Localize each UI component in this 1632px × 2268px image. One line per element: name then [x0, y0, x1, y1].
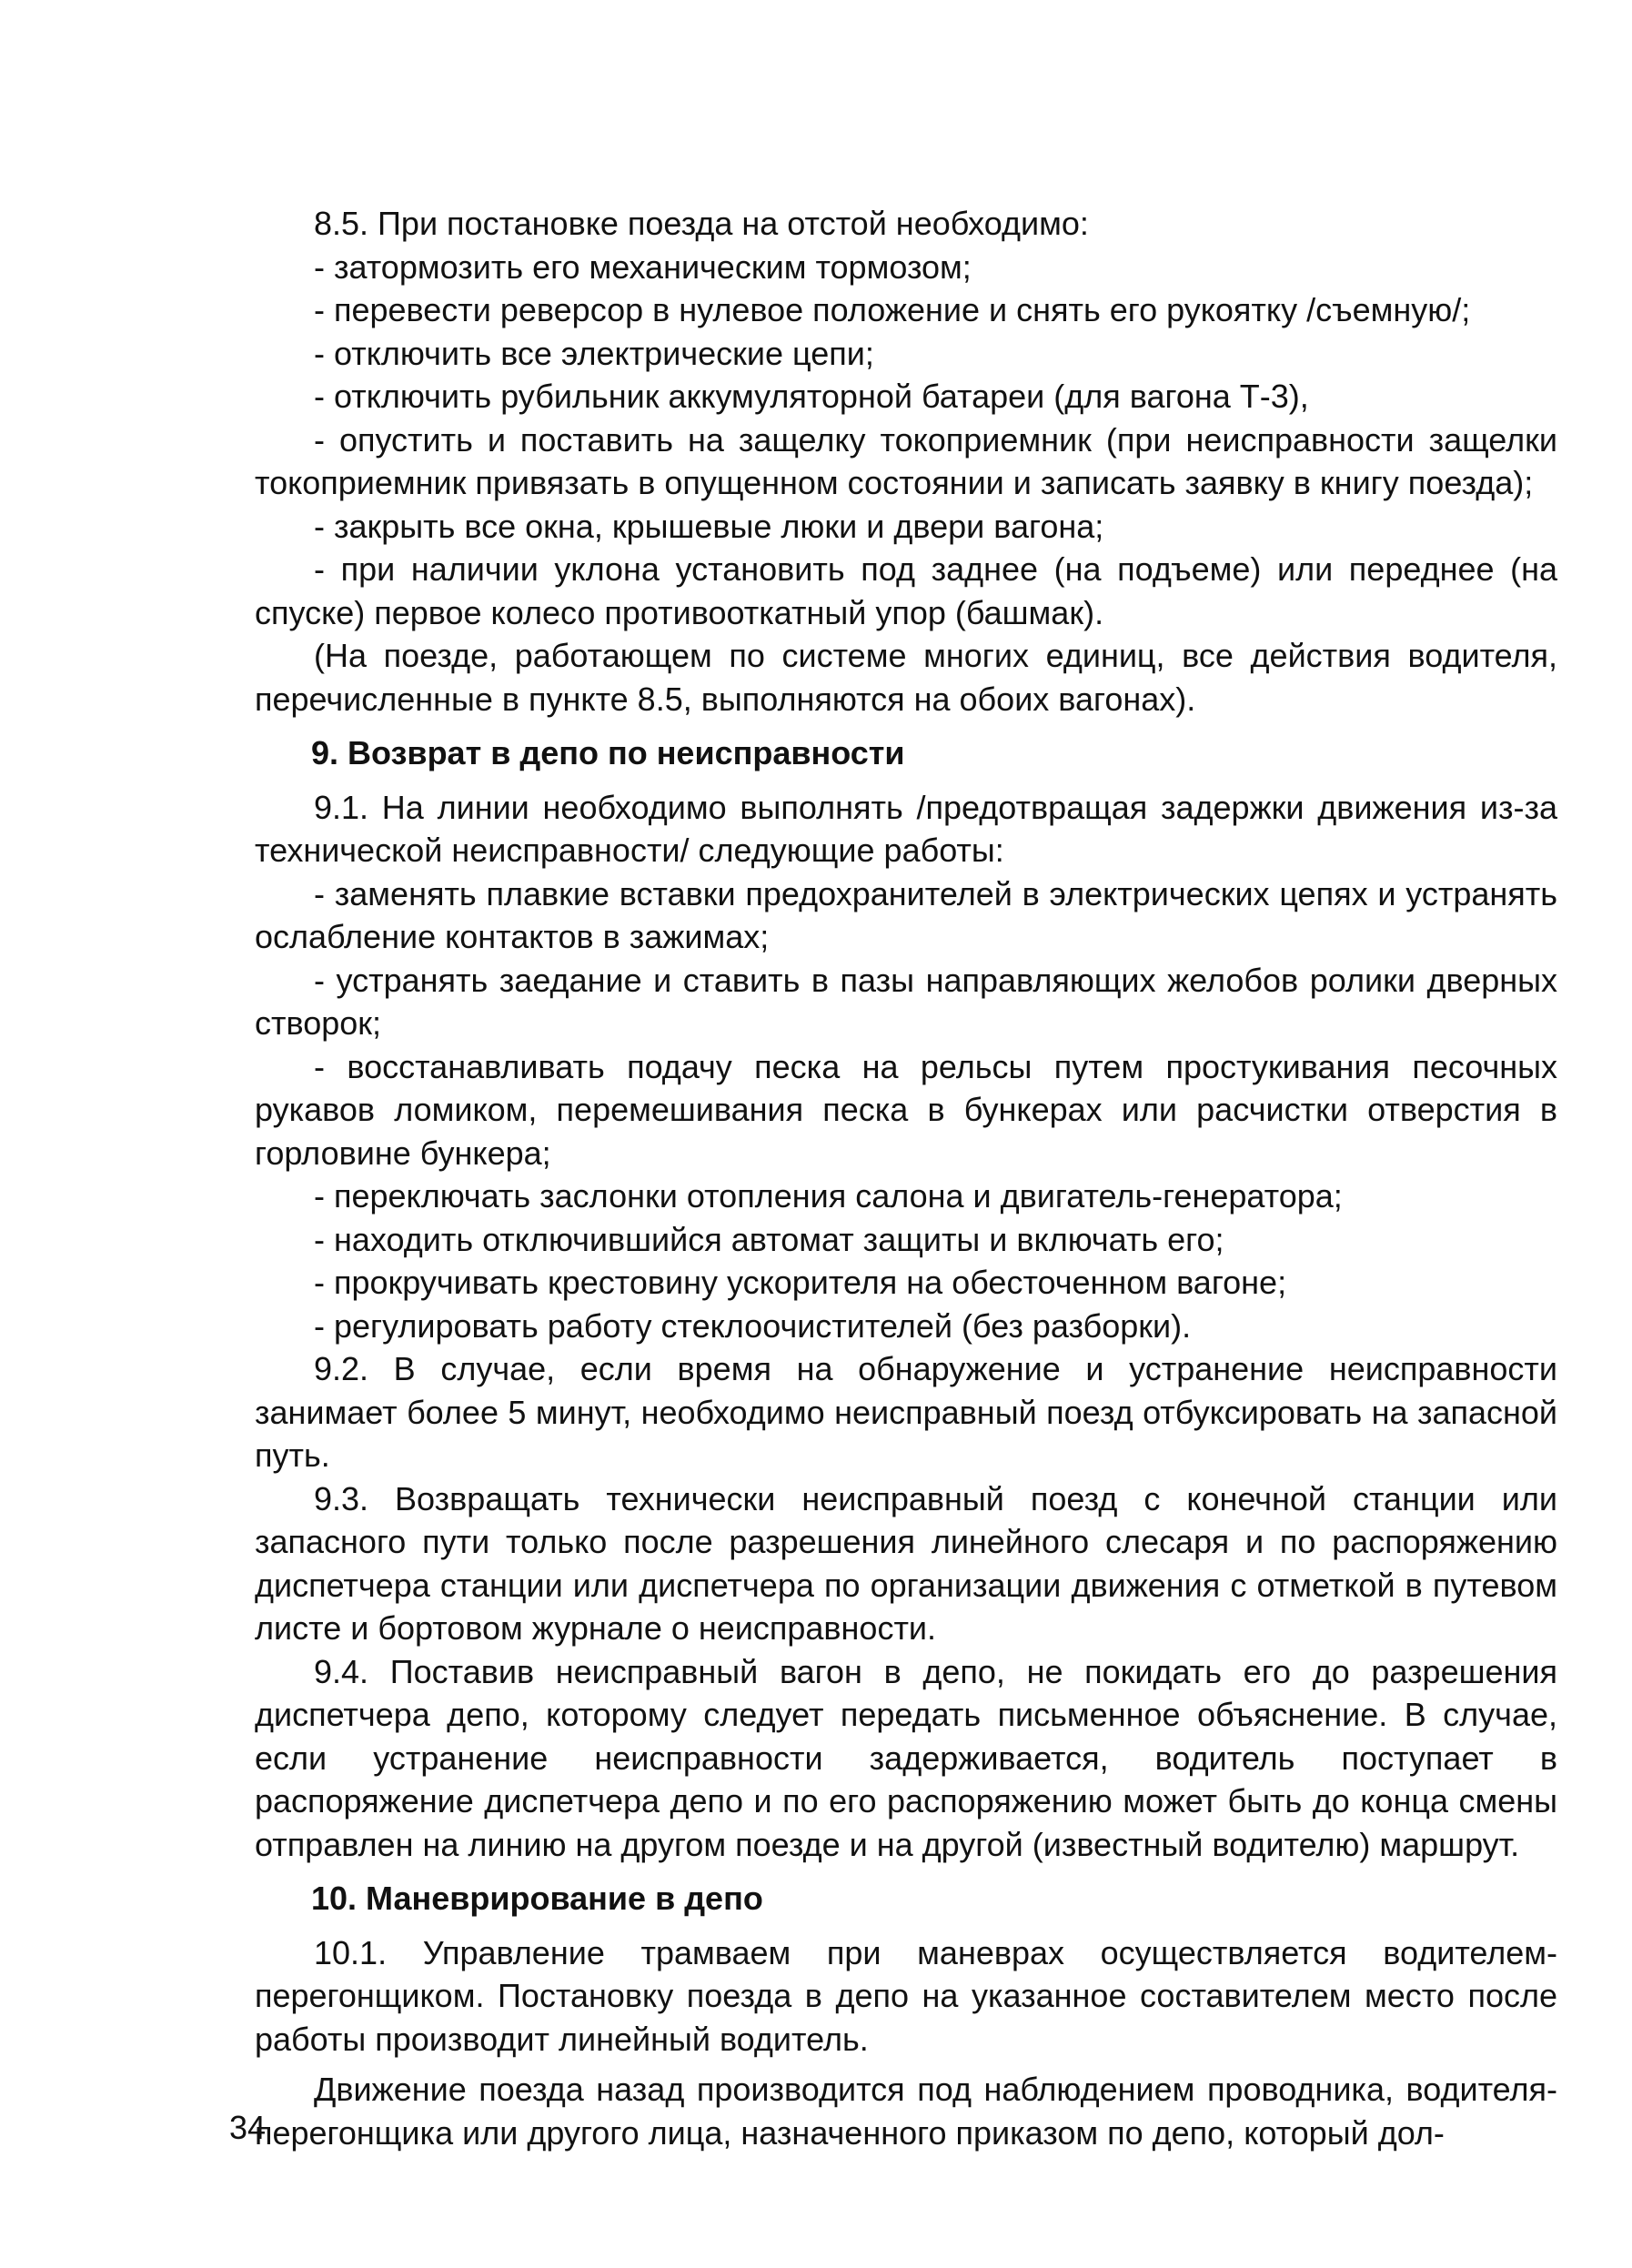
list-item: - восстанавливать подачу песка на рельсы путем простукивания песочных рукавов ломиком, перемешивания песка в бункерах или расчистки отверстия в горловине бункера; — [255, 1047, 1557, 1172]
paragraph-9-4: 9.4. Поставив неисправный вагон в депо, не покидать его до разрешения диспетчера депо, которому следует передать письменное объяснение. В случае, если устранение неисправности задерживается, водитель поступает в распоряжение диспетчера депо и по его распоряжению может быть до конца смены отправлен на линию на другом поезде и на другой (известный водителю) маршрут. — [255, 1652, 1557, 1863]
list-item: - опустить и поставить на защелку токоприемник (при неисправности защелки токоприемник привязать в опущенном состоянии и записать заявку в книгу поезда); — [255, 420, 1557, 501]
list-item: - при наличии уклона установить под заднее (на подъеме) или переднее (на спуске) первое колесо противооткатный упор (башмак). — [255, 550, 1557, 631]
list-item: - закрыть все окна, крышевые люки и двери вагона; — [314, 507, 1104, 545]
list-item: - регулировать работу стеклоочистителей (без разборки). — [314, 1306, 1192, 1345]
list-item: - затормозить его механическим тормозом; — [314, 247, 972, 286]
paragraph-9-2: 9.2. В случае, если время на обнаружение и устранение неисправности занимает более 5 минут, необходимо неисправный поезд отбуксировать на запасной путь. — [255, 1350, 1557, 1474]
list-item: - заменять плавкие вставки предохранителей в электрических цепях и устранять ослабление контактов в зажимах; — [255, 874, 1557, 955]
list-item: - переключать заслонки отопления салона и двигатель-генератора; — [314, 1177, 1343, 1215]
list-item: - отключить все электрические цепи; — [314, 334, 874, 372]
paragraph-10-1: 10.1. Управление трамваем при маневрах осуществляется водителем-перегонщиком. Постановку поезда в депо на указанное составителем место после работы производит линейный водитель. — [255, 1933, 1557, 2058]
list-item: - отключить рубильник аккумуляторной батареи (для вагона Т-3), — [314, 378, 1309, 415]
paragraph-9-1: 9.1. На линии необходимо выполнять /предотвращая задержки движения из-за технической неисправности/ следующие работы: — [255, 788, 1557, 869]
section-heading-9: 9. Возврат в депо по неисправности — [311, 734, 905, 771]
list-item: - находить отключившийся автомат защиты и включать его; — [314, 1220, 1224, 1258]
page-number: 34 — [229, 2109, 267, 2146]
paragraph-8-5: 8.5. При постановке поезда на отстой необходимо: — [314, 205, 1089, 242]
section-heading-10: 10. Маневрирование в депо — [311, 1880, 763, 1917]
paragraph-9-3: 9.3. Возвращать технически неисправный поезд с конечной станции или запасного пути только после разрешения линейного слесаря и по распоряжению диспетчера станции или диспетчера по организации движения с отметкой в путевом листе и бортовом журнале о неисправности. — [255, 1479, 1557, 1647]
list-item: - устранять заедание и ставить в пазы направляющих желобов ролики дверных створок; — [255, 961, 1557, 1042]
page-body — [255, 202, 1557, 2154]
list-item: - прокручивать крестовину ускорителя на обесточенном вагоне; — [314, 1264, 1287, 1301]
list-item: - перевести реверсор в нулевое положение и снять его рукоятку /съемную/; — [314, 291, 1471, 328]
note-8-5: (На поезде, работающем по системе многих единиц, все действия водителя, перечисленные в пункте 8.5, выполняются на обоих вагонах). — [255, 637, 1557, 718]
paragraph-motion: Движение поезда назад производится под наблюдением проводника, водителя-перегонщика или другого лица, назначенного приказом по депо, который дол- — [255, 2071, 1557, 2152]
